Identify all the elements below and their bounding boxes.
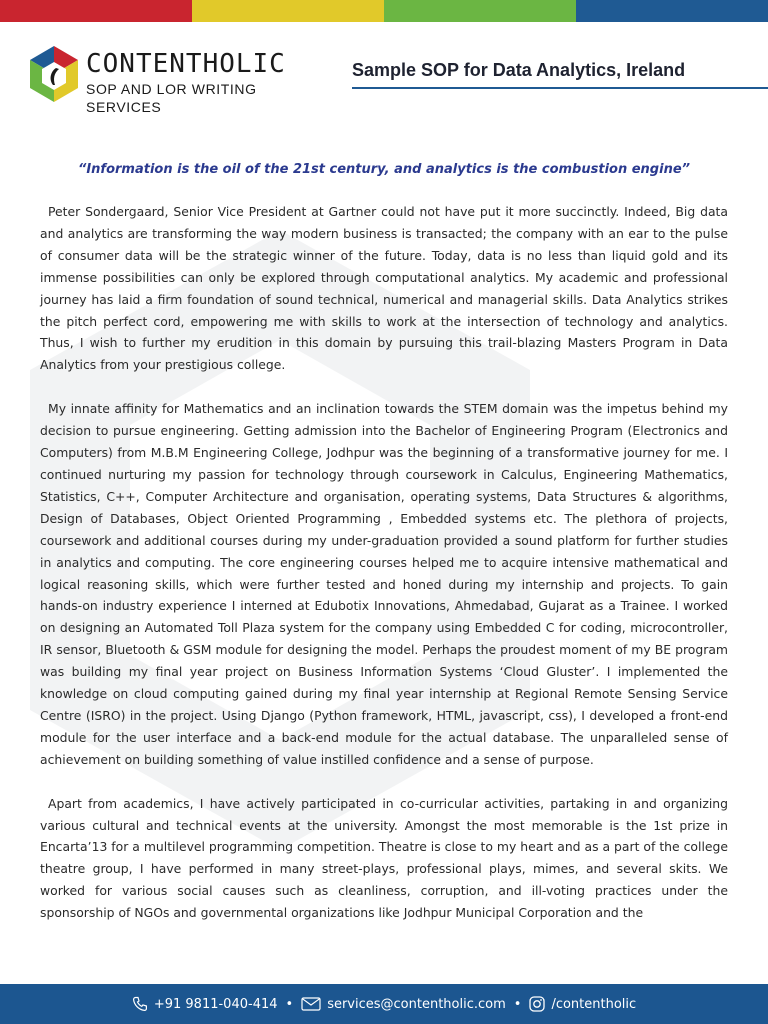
- opening-quote: “Information is the oil of the 21st century, and analytics is the combustion engine”: [77, 162, 691, 177]
- document-body: [40, 162, 728, 946]
- paragraph: My innate affinity for Mathematics and an inclination towards the STEM domain was the impetus behind my decision to pursue engineering. Getting admission into the Bachelor of Engineering Program (Electronics and Computers) from M.B.M Engineering College, Jodhpur was the beginning of a transformative journey for me. I continued nurturing my passion for technology through coursework in Calculus, Engineering Mathematics, Statistics, C++, Computer Architecture and organisation, operating systems, Data Structures & algorithms, Design of Databases, Object Oriented Programming , Embedded systems etc. The plethora of projects, coursework and additional courses during my under-graduation provided a sound platform for further studies in analytics and computing. The core engineering courses helped me to acquire intensive mathematical and logical reasoning skills, which were further tested and honed during my internship and projects. To gain hands-on industry experience I interned at Edubotix Innovations, Ahmedabad, Gujarat as a Trainee. I worked on designing an Automated Toll Plaza system for the company using Embedded C for coding, microcontroller, IR sensor, Bluetooth & GSM module for designing the model. Perhaps the proudest moment of my BE program was building my final year project on Business Information Systems ‘Cloud Gluster’. I implemented the knowledge on cloud computing gained during my final year internship at Regional Remote Sensing Service Centre (ISRO) in the project. Using Django (Python framework, HTML, javascript, css), I developed a front-end module for the user interface and a back-end module for the actual database. The unparalleled sense of achievement on building something of value instilled confidence and a sense of purpose.: [40, 401, 728, 767]
- email-address: services@contentholic.com: [327, 996, 506, 1012]
- page-header: [0, 40, 768, 120]
- brand-tagline: SOP AND LOR WRITING SERVICES: [86, 81, 257, 115]
- logo-cube-icon: [26, 44, 82, 104]
- stripe-yellow: [192, 0, 384, 22]
- stripe-blue: [576, 0, 768, 22]
- stripe-green: [384, 0, 576, 22]
- footer-email[interactable]: [301, 997, 506, 1012]
- footer-phone[interactable]: [132, 996, 278, 1012]
- phone-icon: [132, 996, 148, 1012]
- paragraph: Peter Sondergaard, Senior Vice President at Gartner could not have put it more succinctly. Indeed, Big data and analytics are transforming the way modern business is transacted; the company with an ear to the pulse of consumer data will be the strategic winner of the future. Today, data is no less than liquid gold and its immense possibilities can only be explored through computational analytics. My academic and professional journey has laid a firm foundation of sound technical, numerical and managerial skills. Data Analytics strikes the pitch perfect cord, empowering me with skills to work at the intersection of technology and analytics. Thus, I wish to further my erudition in this domain by pursuing this trail-blazing Masters Program in Data Analytics from your prestigious college.: [40, 204, 728, 373]
- color-stripe-bar: [0, 0, 768, 22]
- brand-name: CONTENTHOLIC: [86, 49, 286, 79]
- phone-number: +91 9811-040-414: [153, 996, 278, 1012]
- brand-logo: [26, 44, 286, 115]
- instagram-icon: [529, 996, 545, 1012]
- paragraph: Apart from academics, I have actively participated in co-curricular activities, partaking in and organizing various cultural and technical events at the university. Amongst the most memorable is the 1st prize in Encarta’13 for a multilevel programming competition. Theatre is close to my heart and as a part of the college theatre group, I have performed in many street-plays, professional plays, mimes, and several skits. We worked for various social causes such as cleanliness, corruption, and ill-voting practices under the sponsorship of NGOs and governmental organizations like Jodhpur Municipal Corporation and the: [40, 795, 728, 921]
- social-handle: /contentholic: [551, 996, 637, 1012]
- separator-dot: •: [513, 996, 522, 1012]
- footer-social[interactable]: [529, 996, 636, 1012]
- envelope-icon: [301, 997, 321, 1011]
- title-underline: [352, 87, 768, 89]
- stripe-red: [0, 0, 192, 22]
- document-title: Sample SOP for Data Analytics, Ireland: [352, 60, 686, 80]
- contact-footer: [0, 984, 768, 1024]
- separator-dot: •: [285, 996, 294, 1012]
